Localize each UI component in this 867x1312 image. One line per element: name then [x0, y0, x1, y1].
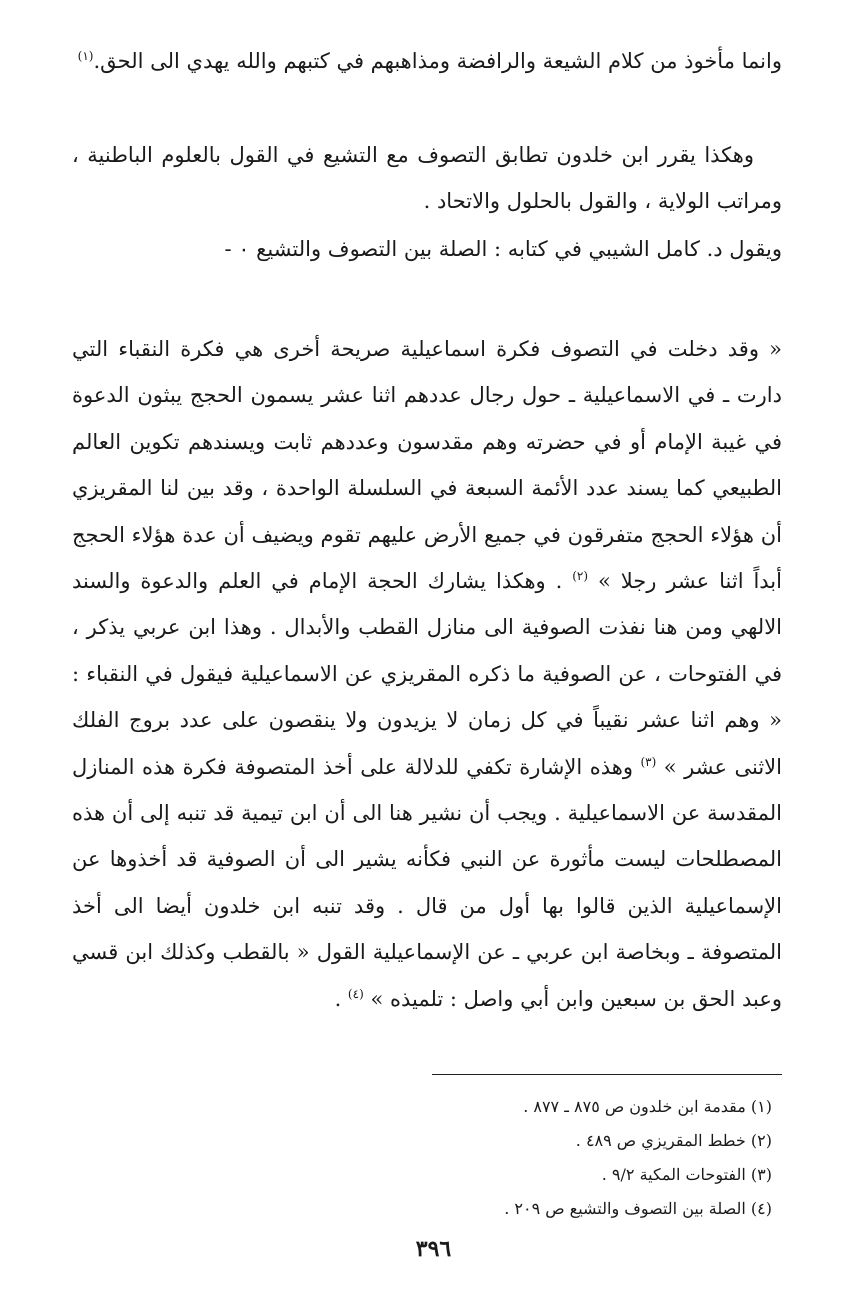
quote-end-mark: .	[334, 986, 348, 1011]
footnote-divider	[432, 1074, 782, 1075]
paragraph-1	[72, 38, 782, 84]
quote-part-2: . وهكذا يشارك الحجة الإمام في العلم والدعوة والسند الالهي ومن هنا نفذت الصوفية الى منازل القطب والأبدال . وهذا ابن عربي يذكر ، في الفتوحات ، عن الصوفية ما ذكره المقريزي عن الاسماعيلية فيقول في النقباء : « وهم اثنا عشر نقيباً في كل زمان لا يزيدون ولا ينقصون على عدد بروج الفلك الاثنى عشر »	[72, 569, 783, 779]
quoted-paragraph	[72, 326, 782, 1022]
quote-part-3: وهذه الإشارة تكفي للدلالة على أخذ المتصوفة فكرة هذه المنازل المقدسة عن الاسماعيلية . ويجب أن نشير هنا الى أن ابن تيمية قد تنبه إلى أن هذه المصطلحات ليست مأثورة عن النبي فكأنه يشير الى أن الصوفية قد أخذوها عن الإسماعيلية الذين قالوا بها أول من قال . وقد تنبه ابن خلدون أيضا الى أخذ المتصوفة ـ وبخاصة ابن عربي ـ عن الإسماعيلية القول « بالقطب وكذلك ابن قسي وعبد الحق بن سبعين وابن أبي واصل : تلميذه »	[72, 754, 782, 1011]
paragraph-2-text: وهكذا يقرر ابن خلدون تطابق التصوف مع التشيع في القول بالعلوم الباطنية ، ومراتب الولاية ، والقول بالحلول والاتحاد .	[72, 143, 782, 213]
footnotes-section	[300, 1090, 772, 1226]
paragraph-1-text: وانما مأخوذ من كلام الشيعة والرافضة ومذاهبهم في كتبهم والله يهدي الى الحق.	[93, 49, 782, 73]
footnote-4: (٤) الصلة بين التصوف والتشيع ص ٢٠٩ .	[504, 1199, 772, 1218]
footnote-ref-2: (٢)	[572, 569, 589, 584]
footnote-2: (٢) خطط المقريزي ص ٤٨٩ .	[575, 1131, 772, 1150]
paragraph-3	[72, 226, 782, 272]
quote-part-1: « وقد دخلت في التصوف فكرة اسماعيلية صريحة أخرى هي فكرة النقباء التي دارت ـ في الاسماعيلية ـ حول رجال عددهم اثنا عشر يسمون الحجج يبثون الدعوة في غيبة الإمام أو في حضرته وهم مقدسون وعددهم ثابت ويسندهم تكوين العالم الطبيعي كما يسند عدد الأئمة السبعة في السلسلة الواحدة ، وقد بين لنا المقريزي أن هؤلاء الحجج متفرقون في جميع الأرض عليهم تقوم ويضيف أن عدة هؤلاء الحجج أبداً اثنا عشر رجلا »	[72, 337, 782, 594]
footnote-ref-1: (١)	[77, 49, 94, 63]
footnote-ref-4: (٤)	[347, 986, 364, 1001]
footnote-1: (١) مقدمة ابن خلدون ص ٨٧٥ ـ ٨٧٧ .	[523, 1097, 772, 1116]
page-number: ٣٩٦	[415, 1236, 452, 1262]
paragraph-2	[72, 132, 782, 224]
footnote-3: (٣) الفتوحات المكية ٩/٢ .	[601, 1165, 772, 1184]
footnote-ref-3: (٣)	[640, 754, 657, 769]
paragraph-3-text: ويقول د. كامل الشيبي في كتابه : الصلة بين التصوف والتشيع ٠ -	[224, 237, 782, 261]
